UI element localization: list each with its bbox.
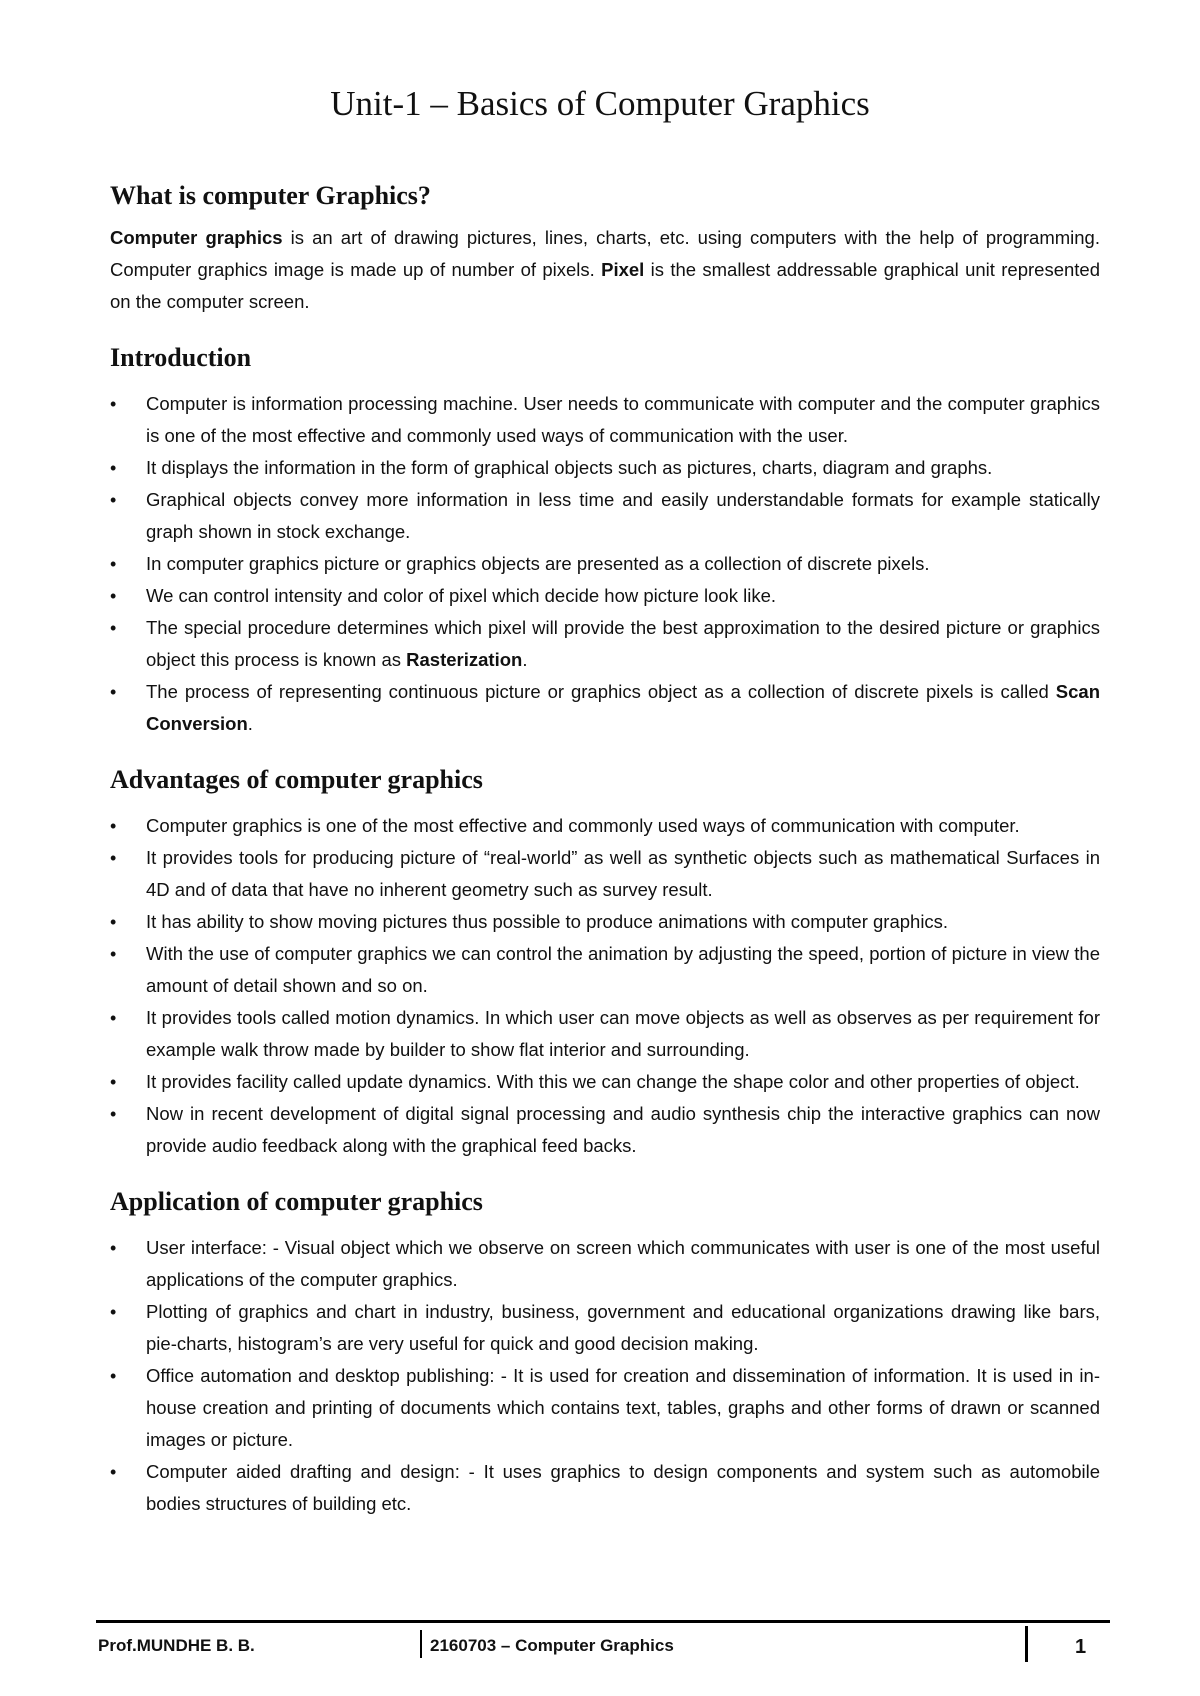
bold-term: Rasterization xyxy=(406,649,523,670)
bullet-icon: • xyxy=(110,394,117,414)
section-applications xyxy=(110,1182,1100,1520)
bullet-icon: • xyxy=(110,682,117,702)
bullet-list xyxy=(110,388,1100,740)
bullet-icon: • xyxy=(110,1366,117,1386)
footer-separator xyxy=(1025,1626,1028,1662)
text-run: Computer aided drafting and design: - It uses graphics to design components and system such as automobile bodies structures of building etc. xyxy=(146,1461,1100,1514)
bullet-icon: • xyxy=(110,848,117,868)
list-item xyxy=(110,1360,1100,1456)
bullet-icon: • xyxy=(110,554,117,574)
list-item xyxy=(110,1232,1100,1296)
text-run: In computer graphics picture or graphics objects are presented as a collection of discrete pixels. xyxy=(146,553,930,574)
bullet-icon: • xyxy=(110,816,117,836)
text-run: The process of representing continuous picture or graphics object as a collection of discrete pixels is called xyxy=(146,681,1056,702)
text-run: . xyxy=(522,649,528,670)
section-what xyxy=(110,176,1100,318)
bullet-icon: • xyxy=(110,618,117,638)
text-run: . xyxy=(247,713,253,734)
list-item xyxy=(110,1456,1100,1520)
list-item xyxy=(110,1296,1100,1360)
bullet-icon: • xyxy=(110,458,117,478)
list-item xyxy=(110,842,1100,906)
bold-term: Pixel xyxy=(601,259,645,280)
text-run: With the use of computer graphics we can control the animation by adjusting the speed, portion of picture in view the amount of detail shown and so on. xyxy=(146,943,1100,996)
bullet-icon: • xyxy=(110,944,117,964)
text-run: Graphical objects convey more information in less time and easily understandable formats for example statically graph shown in stock exchange. xyxy=(146,489,1100,542)
text-run: Office automation and desktop publishing: - It is used for creation and dissemination of information. It is used in in-house creation and printing of documents which contains text, tables, graphs and other forms of drawn or scanned images or picture. xyxy=(146,1365,1100,1450)
text-run: User interface: - Visual object which we observe on screen which communicates with user is one of the most useful applications of the computer graphics. xyxy=(146,1237,1100,1290)
bullet-icon: • xyxy=(110,1104,117,1124)
text-run: Computer is information processing machine. User needs to communicate with computer and the computer graphics is one of the most effective and commonly used ways of communication with the user. xyxy=(146,393,1100,446)
list-item xyxy=(110,612,1100,676)
text-run: Computer graphics is one of the most effective and commonly used ways of communication with computer. xyxy=(146,815,1020,836)
bullet-icon: • xyxy=(110,586,117,606)
text-run: is an art of drawing pictures, lines, charts, etc. using computers with the help of programming. Computer graphics image is made up of number of pixels. xyxy=(110,227,1100,280)
list-item xyxy=(110,484,1100,548)
page-number: 1 xyxy=(1075,1636,1087,1658)
list-item xyxy=(110,810,1100,842)
list-item xyxy=(110,676,1100,740)
list-item xyxy=(110,1066,1100,1098)
bullet-icon: • xyxy=(110,1302,117,1322)
section-introduction xyxy=(110,338,1100,740)
footer-course: 2160703 – Computer Graphics xyxy=(430,1636,674,1655)
section-heading: Introduction xyxy=(110,343,252,372)
list-item xyxy=(110,548,1100,580)
page-content xyxy=(110,176,1100,1520)
bullet-icon: • xyxy=(110,490,117,510)
list-item xyxy=(110,1098,1100,1162)
text-run: is the smallest addressable graphical unit represented on the computer screen. xyxy=(110,259,1100,312)
footer-separator xyxy=(420,1630,422,1658)
text-run: It displays the information in the form of graphical objects such as pictures, charts, diagram and graphs. xyxy=(146,457,993,478)
list-item xyxy=(110,452,1100,484)
section-heading: Application of computer graphics xyxy=(110,1187,483,1216)
bullet-list xyxy=(110,810,1100,1162)
bullet-icon: • xyxy=(110,1008,117,1028)
list-item xyxy=(110,1002,1100,1066)
bullet-icon: • xyxy=(110,912,117,932)
text-run: It has ability to show moving pictures thus possible to produce animations with computer graphics. xyxy=(146,911,949,932)
bold-term: Computer graphics xyxy=(110,227,283,248)
section-heading: What is computer Graphics? xyxy=(110,181,431,210)
bullet-list xyxy=(110,1232,1100,1520)
bullet-icon: • xyxy=(110,1462,117,1482)
text-run: The special procedure determines which pixel will provide the best approximation to the desired picture or graphics object this process is known as xyxy=(146,617,1100,670)
paragraph xyxy=(110,222,1100,318)
bold-term: Scan Conversion xyxy=(146,681,1100,734)
list-item xyxy=(110,906,1100,938)
text-run: Now in recent development of digital signal processing and audio synthesis chip the interactive graphics can now provide audio feedback along with the graphical feed backs. xyxy=(146,1103,1100,1156)
list-item xyxy=(110,388,1100,452)
list-item xyxy=(110,580,1100,612)
text-run: It provides tools called motion dynamics. In which user can move objects as well as observes as per requirement for example walk throw made by builder to show flat interior and surrounding. xyxy=(146,1007,1100,1060)
footer-author: Prof.MUNDHE B. B. xyxy=(98,1636,255,1655)
page-title: Unit-1 – Basics of Computer Graphics xyxy=(330,84,870,123)
bullet-icon: • xyxy=(110,1238,117,1258)
text-run: It provides facility called update dynamics. With this we can change the shape color and other properties of object. xyxy=(146,1071,1080,1092)
bullet-icon: • xyxy=(110,1072,117,1092)
text-run: It provides tools for producing picture of “real-world” as well as synthetic objects such as mathematical Surfaces in 4D and of data that have no inherent geometry such as survey result. xyxy=(146,847,1100,900)
list-item xyxy=(110,938,1100,1002)
text-run: We can control intensity and color of pixel which decide how picture look like. xyxy=(146,585,777,606)
footer-divider xyxy=(96,1620,1110,1623)
section-advantages xyxy=(110,760,1100,1162)
text-run: Plotting of graphics and chart in industry, business, government and educational organizations drawing like bars, pie-charts, histogram’s are very useful for quick and good decision making. xyxy=(146,1301,1100,1354)
section-heading: Advantages of computer graphics xyxy=(110,765,483,794)
